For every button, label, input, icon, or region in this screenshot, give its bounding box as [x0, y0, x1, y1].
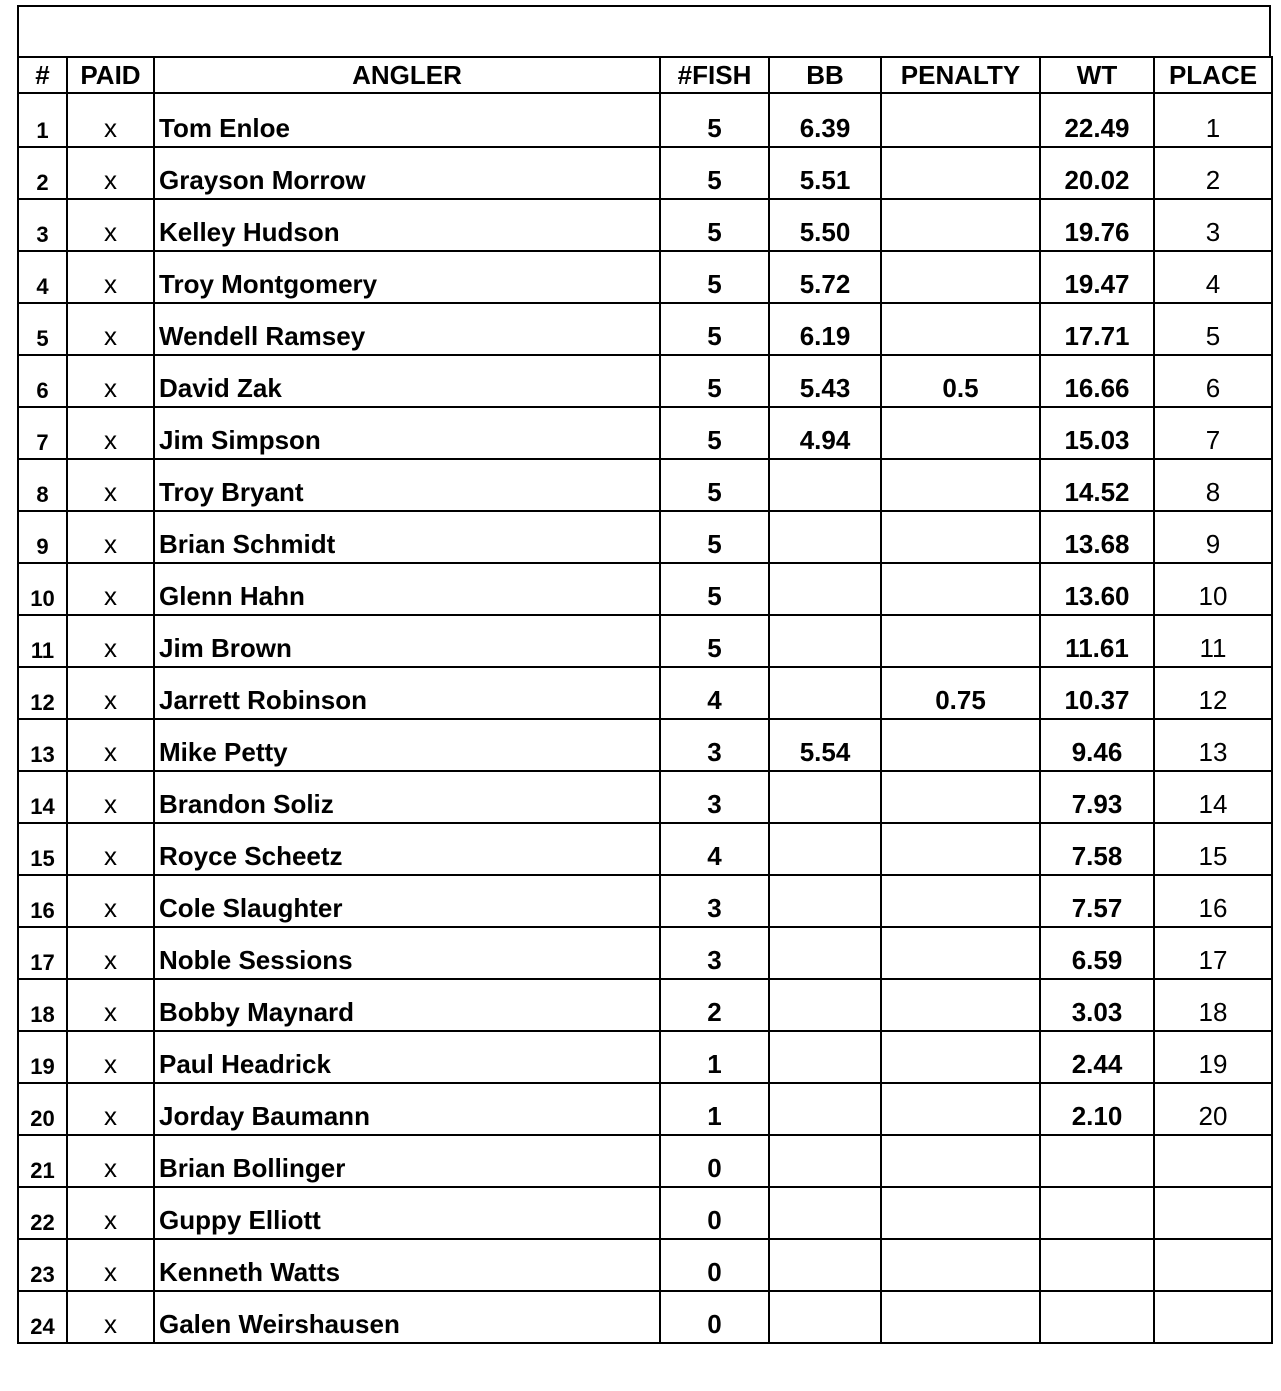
cell-bb: 5.51	[769, 147, 881, 199]
cell-penalty	[881, 823, 1040, 875]
cell-penalty	[881, 979, 1040, 1031]
cell-place: 2	[1154, 147, 1272, 199]
cell-fish: 5	[660, 459, 769, 511]
cell-wt: 17.71	[1040, 303, 1154, 355]
cell-bb	[769, 979, 881, 1031]
cell-angler: Brandon Soliz	[154, 771, 660, 823]
cell-angler: Guppy Elliott	[154, 1187, 660, 1239]
cell-place: 7	[1154, 407, 1272, 459]
cell-place: 5	[1154, 303, 1272, 355]
cell-paid: x	[67, 1083, 154, 1135]
cell-paid: x	[67, 459, 154, 511]
cell-fish: 0	[660, 1239, 769, 1291]
cell-num: 20	[18, 1083, 67, 1135]
title-row	[17, 5, 1271, 56]
cell-place	[1154, 1135, 1272, 1187]
cell-place	[1154, 1291, 1272, 1343]
cell-place: 3	[1154, 199, 1272, 251]
cell-paid: x	[67, 875, 154, 927]
cell-angler: Brian Bollinger	[154, 1135, 660, 1187]
cell-wt: 9.46	[1040, 719, 1154, 771]
cell-angler: Noble Sessions	[154, 927, 660, 979]
cell-num: 17	[18, 927, 67, 979]
cell-fish: 2	[660, 979, 769, 1031]
cell-place: 18	[1154, 979, 1272, 1031]
cell-wt: 7.57	[1040, 875, 1154, 927]
cell-num: 1	[18, 93, 67, 147]
cell-num: 10	[18, 563, 67, 615]
header-fish: #FISH	[660, 57, 769, 93]
cell-paid: x	[67, 771, 154, 823]
cell-num: 4	[18, 251, 67, 303]
cell-paid: x	[67, 511, 154, 563]
cell-bb	[769, 615, 881, 667]
cell-num: 5	[18, 303, 67, 355]
cell-place	[1154, 1239, 1272, 1291]
cell-wt: 19.76	[1040, 199, 1154, 251]
cell-wt: 10.37	[1040, 667, 1154, 719]
cell-wt: 2.44	[1040, 1031, 1154, 1083]
cell-angler: Royce Scheetz	[154, 823, 660, 875]
cell-wt: 16.66	[1040, 355, 1154, 407]
table-row	[18, 355, 1272, 407]
cell-angler: David Zak	[154, 355, 660, 407]
cell-angler: Jim Simpson	[154, 407, 660, 459]
cell-bb	[769, 511, 881, 563]
cell-penalty	[881, 1031, 1040, 1083]
cell-bb	[769, 1031, 881, 1083]
table-row	[18, 875, 1272, 927]
table-body	[18, 93, 1272, 1343]
cell-angler: Galen Weirshausen	[154, 1291, 660, 1343]
cell-wt: 20.02	[1040, 147, 1154, 199]
cell-place: 19	[1154, 1031, 1272, 1083]
cell-penalty	[881, 1187, 1040, 1239]
cell-paid: x	[67, 1291, 154, 1343]
cell-angler: Jorday Baumann	[154, 1083, 660, 1135]
cell-wt	[1040, 1187, 1154, 1239]
cell-fish: 5	[660, 355, 769, 407]
cell-angler: Paul Headrick	[154, 1031, 660, 1083]
table-row	[18, 251, 1272, 303]
cell-bb	[769, 563, 881, 615]
table-row	[18, 719, 1272, 771]
cell-penalty	[881, 1135, 1040, 1187]
cell-penalty	[881, 199, 1040, 251]
cell-num: 8	[18, 459, 67, 511]
cell-num: 19	[18, 1031, 67, 1083]
cell-wt: 14.52	[1040, 459, 1154, 511]
cell-fish: 5	[660, 407, 769, 459]
cell-angler: Brian Schmidt	[154, 511, 660, 563]
cell-paid: x	[67, 147, 154, 199]
cell-bb	[769, 667, 881, 719]
cell-num: 23	[18, 1239, 67, 1291]
cell-num: 24	[18, 1291, 67, 1343]
cell-place: 6	[1154, 355, 1272, 407]
cell-place: 8	[1154, 459, 1272, 511]
cell-paid: x	[67, 1239, 154, 1291]
cell-angler: Troy Montgomery	[154, 251, 660, 303]
cell-angler: Mike Petty	[154, 719, 660, 771]
cell-fish: 3	[660, 875, 769, 927]
cell-paid: x	[67, 251, 154, 303]
cell-fish: 0	[660, 1291, 769, 1343]
cell-place: 9	[1154, 511, 1272, 563]
cell-place: 17	[1154, 927, 1272, 979]
table-row	[18, 1031, 1272, 1083]
cell-angler: Jarrett Robinson	[154, 667, 660, 719]
table-row	[18, 1291, 1272, 1343]
cell-fish: 5	[660, 147, 769, 199]
cell-penalty	[881, 303, 1040, 355]
cell-fish: 5	[660, 511, 769, 563]
cell-penalty: 0.75	[881, 667, 1040, 719]
cell-paid: x	[67, 563, 154, 615]
table-row	[18, 1135, 1272, 1187]
cell-num: 21	[18, 1135, 67, 1187]
header-angler: ANGLER	[154, 57, 660, 93]
cell-num: 14	[18, 771, 67, 823]
cell-bb: 6.19	[769, 303, 881, 355]
cell-bb	[769, 1239, 881, 1291]
cell-penalty	[881, 615, 1040, 667]
cell-fish: 5	[660, 93, 769, 147]
cell-penalty	[881, 1083, 1040, 1135]
cell-num: 22	[18, 1187, 67, 1239]
cell-penalty	[881, 1291, 1040, 1343]
cell-bb: 5.50	[769, 199, 881, 251]
table-row	[18, 1187, 1272, 1239]
cell-num: 2	[18, 147, 67, 199]
cell-wt: 3.03	[1040, 979, 1154, 1031]
cell-place	[1154, 1187, 1272, 1239]
cell-bb	[769, 927, 881, 979]
cell-fish: 4	[660, 823, 769, 875]
cell-paid: x	[67, 979, 154, 1031]
cell-penalty	[881, 407, 1040, 459]
cell-wt: 13.60	[1040, 563, 1154, 615]
cell-penalty	[881, 719, 1040, 771]
cell-fish: 3	[660, 771, 769, 823]
cell-angler: Troy Bryant	[154, 459, 660, 511]
cell-wt: 7.93	[1040, 771, 1154, 823]
cell-penalty	[881, 771, 1040, 823]
header-penalty: PENALTY	[881, 57, 1040, 93]
cell-bb	[769, 823, 881, 875]
cell-num: 18	[18, 979, 67, 1031]
cell-paid: x	[67, 823, 154, 875]
cell-wt: 15.03	[1040, 407, 1154, 459]
header-row	[18, 57, 1272, 93]
cell-num: 3	[18, 199, 67, 251]
cell-paid: x	[67, 615, 154, 667]
cell-num: 7	[18, 407, 67, 459]
cell-penalty	[881, 459, 1040, 511]
cell-wt: 13.68	[1040, 511, 1154, 563]
cell-penalty	[881, 563, 1040, 615]
cell-wt: 19.47	[1040, 251, 1154, 303]
cell-fish: 1	[660, 1031, 769, 1083]
cell-place: 12	[1154, 667, 1272, 719]
cell-wt: 6.59	[1040, 927, 1154, 979]
cell-paid: x	[67, 927, 154, 979]
results-table	[17, 56, 1273, 1344]
header-paid: PAID	[67, 57, 154, 93]
cell-fish: 3	[660, 927, 769, 979]
cell-place: 1	[1154, 93, 1272, 147]
table-row	[18, 1239, 1272, 1291]
cell-bb	[769, 1187, 881, 1239]
table-row	[18, 667, 1272, 719]
table-row	[18, 511, 1272, 563]
cell-wt: 7.58	[1040, 823, 1154, 875]
cell-penalty	[881, 251, 1040, 303]
cell-angler: Kenneth Watts	[154, 1239, 660, 1291]
cell-paid: x	[67, 407, 154, 459]
cell-paid: x	[67, 93, 154, 147]
table-row	[18, 927, 1272, 979]
table-row	[18, 407, 1272, 459]
cell-num: 15	[18, 823, 67, 875]
cell-fish: 3	[660, 719, 769, 771]
cell-bb	[769, 875, 881, 927]
table-row	[18, 823, 1272, 875]
cell-fish: 5	[660, 615, 769, 667]
cell-bb: 5.54	[769, 719, 881, 771]
cell-angler: Bobby Maynard	[154, 979, 660, 1031]
cell-place: 10	[1154, 563, 1272, 615]
cell-paid: x	[67, 1135, 154, 1187]
cell-num: 16	[18, 875, 67, 927]
cell-place: 11	[1154, 615, 1272, 667]
cell-place: 16	[1154, 875, 1272, 927]
cell-fish: 1	[660, 1083, 769, 1135]
cell-bb: 4.94	[769, 407, 881, 459]
cell-bb	[769, 1291, 881, 1343]
cell-penalty: 0.5	[881, 355, 1040, 407]
cell-place: 15	[1154, 823, 1272, 875]
cell-fish: 5	[660, 251, 769, 303]
table-row	[18, 199, 1272, 251]
table-row	[18, 459, 1272, 511]
cell-fish: 5	[660, 199, 769, 251]
cell-penalty	[881, 511, 1040, 563]
cell-fish: 0	[660, 1135, 769, 1187]
cell-bb: 5.72	[769, 251, 881, 303]
cell-wt: 22.49	[1040, 93, 1154, 147]
cell-paid: x	[67, 719, 154, 771]
cell-fish: 5	[660, 563, 769, 615]
cell-wt	[1040, 1239, 1154, 1291]
results-sheet	[17, 5, 1271, 1344]
cell-bb	[769, 771, 881, 823]
cell-paid: x	[67, 1187, 154, 1239]
table-row	[18, 771, 1272, 823]
cell-fish: 4	[660, 667, 769, 719]
header-num: #	[18, 57, 67, 93]
cell-num: 11	[18, 615, 67, 667]
cell-penalty	[881, 875, 1040, 927]
cell-paid: x	[67, 199, 154, 251]
cell-bb	[769, 1135, 881, 1187]
cell-place: 20	[1154, 1083, 1272, 1135]
header-place: PLACE	[1154, 57, 1272, 93]
cell-fish: 5	[660, 303, 769, 355]
cell-place: 13	[1154, 719, 1272, 771]
cell-penalty	[881, 1239, 1040, 1291]
table-row	[18, 147, 1272, 199]
cell-penalty	[881, 93, 1040, 147]
cell-angler: Glenn Hahn	[154, 563, 660, 615]
cell-angler: Cole Slaughter	[154, 875, 660, 927]
cell-angler: Grayson Morrow	[154, 147, 660, 199]
header-bb: BB	[769, 57, 881, 93]
cell-angler: Wendell Ramsey	[154, 303, 660, 355]
cell-bb: 6.39	[769, 93, 881, 147]
table-row	[18, 1083, 1272, 1135]
cell-num: 13	[18, 719, 67, 771]
cell-penalty	[881, 927, 1040, 979]
cell-place: 4	[1154, 251, 1272, 303]
cell-bb	[769, 1083, 881, 1135]
cell-paid: x	[67, 303, 154, 355]
cell-fish: 0	[660, 1187, 769, 1239]
cell-angler: Tom Enloe	[154, 93, 660, 147]
cell-angler: Kelley Hudson	[154, 199, 660, 251]
cell-num: 12	[18, 667, 67, 719]
cell-paid: x	[67, 1031, 154, 1083]
cell-wt: 2.10	[1040, 1083, 1154, 1135]
table-row	[18, 615, 1272, 667]
cell-wt: 11.61	[1040, 615, 1154, 667]
cell-bb: 5.43	[769, 355, 881, 407]
table-row	[18, 93, 1272, 147]
cell-bb	[769, 459, 881, 511]
table-row	[18, 563, 1272, 615]
cell-num: 6	[18, 355, 67, 407]
header-wt: WT	[1040, 57, 1154, 93]
cell-place: 14	[1154, 771, 1272, 823]
cell-angler: Jim Brown	[154, 615, 660, 667]
cell-wt	[1040, 1135, 1154, 1187]
cell-paid: x	[67, 355, 154, 407]
table-row	[18, 303, 1272, 355]
table-row	[18, 979, 1272, 1031]
cell-paid: x	[67, 667, 154, 719]
cell-penalty	[881, 147, 1040, 199]
cell-wt	[1040, 1291, 1154, 1343]
cell-num: 9	[18, 511, 67, 563]
